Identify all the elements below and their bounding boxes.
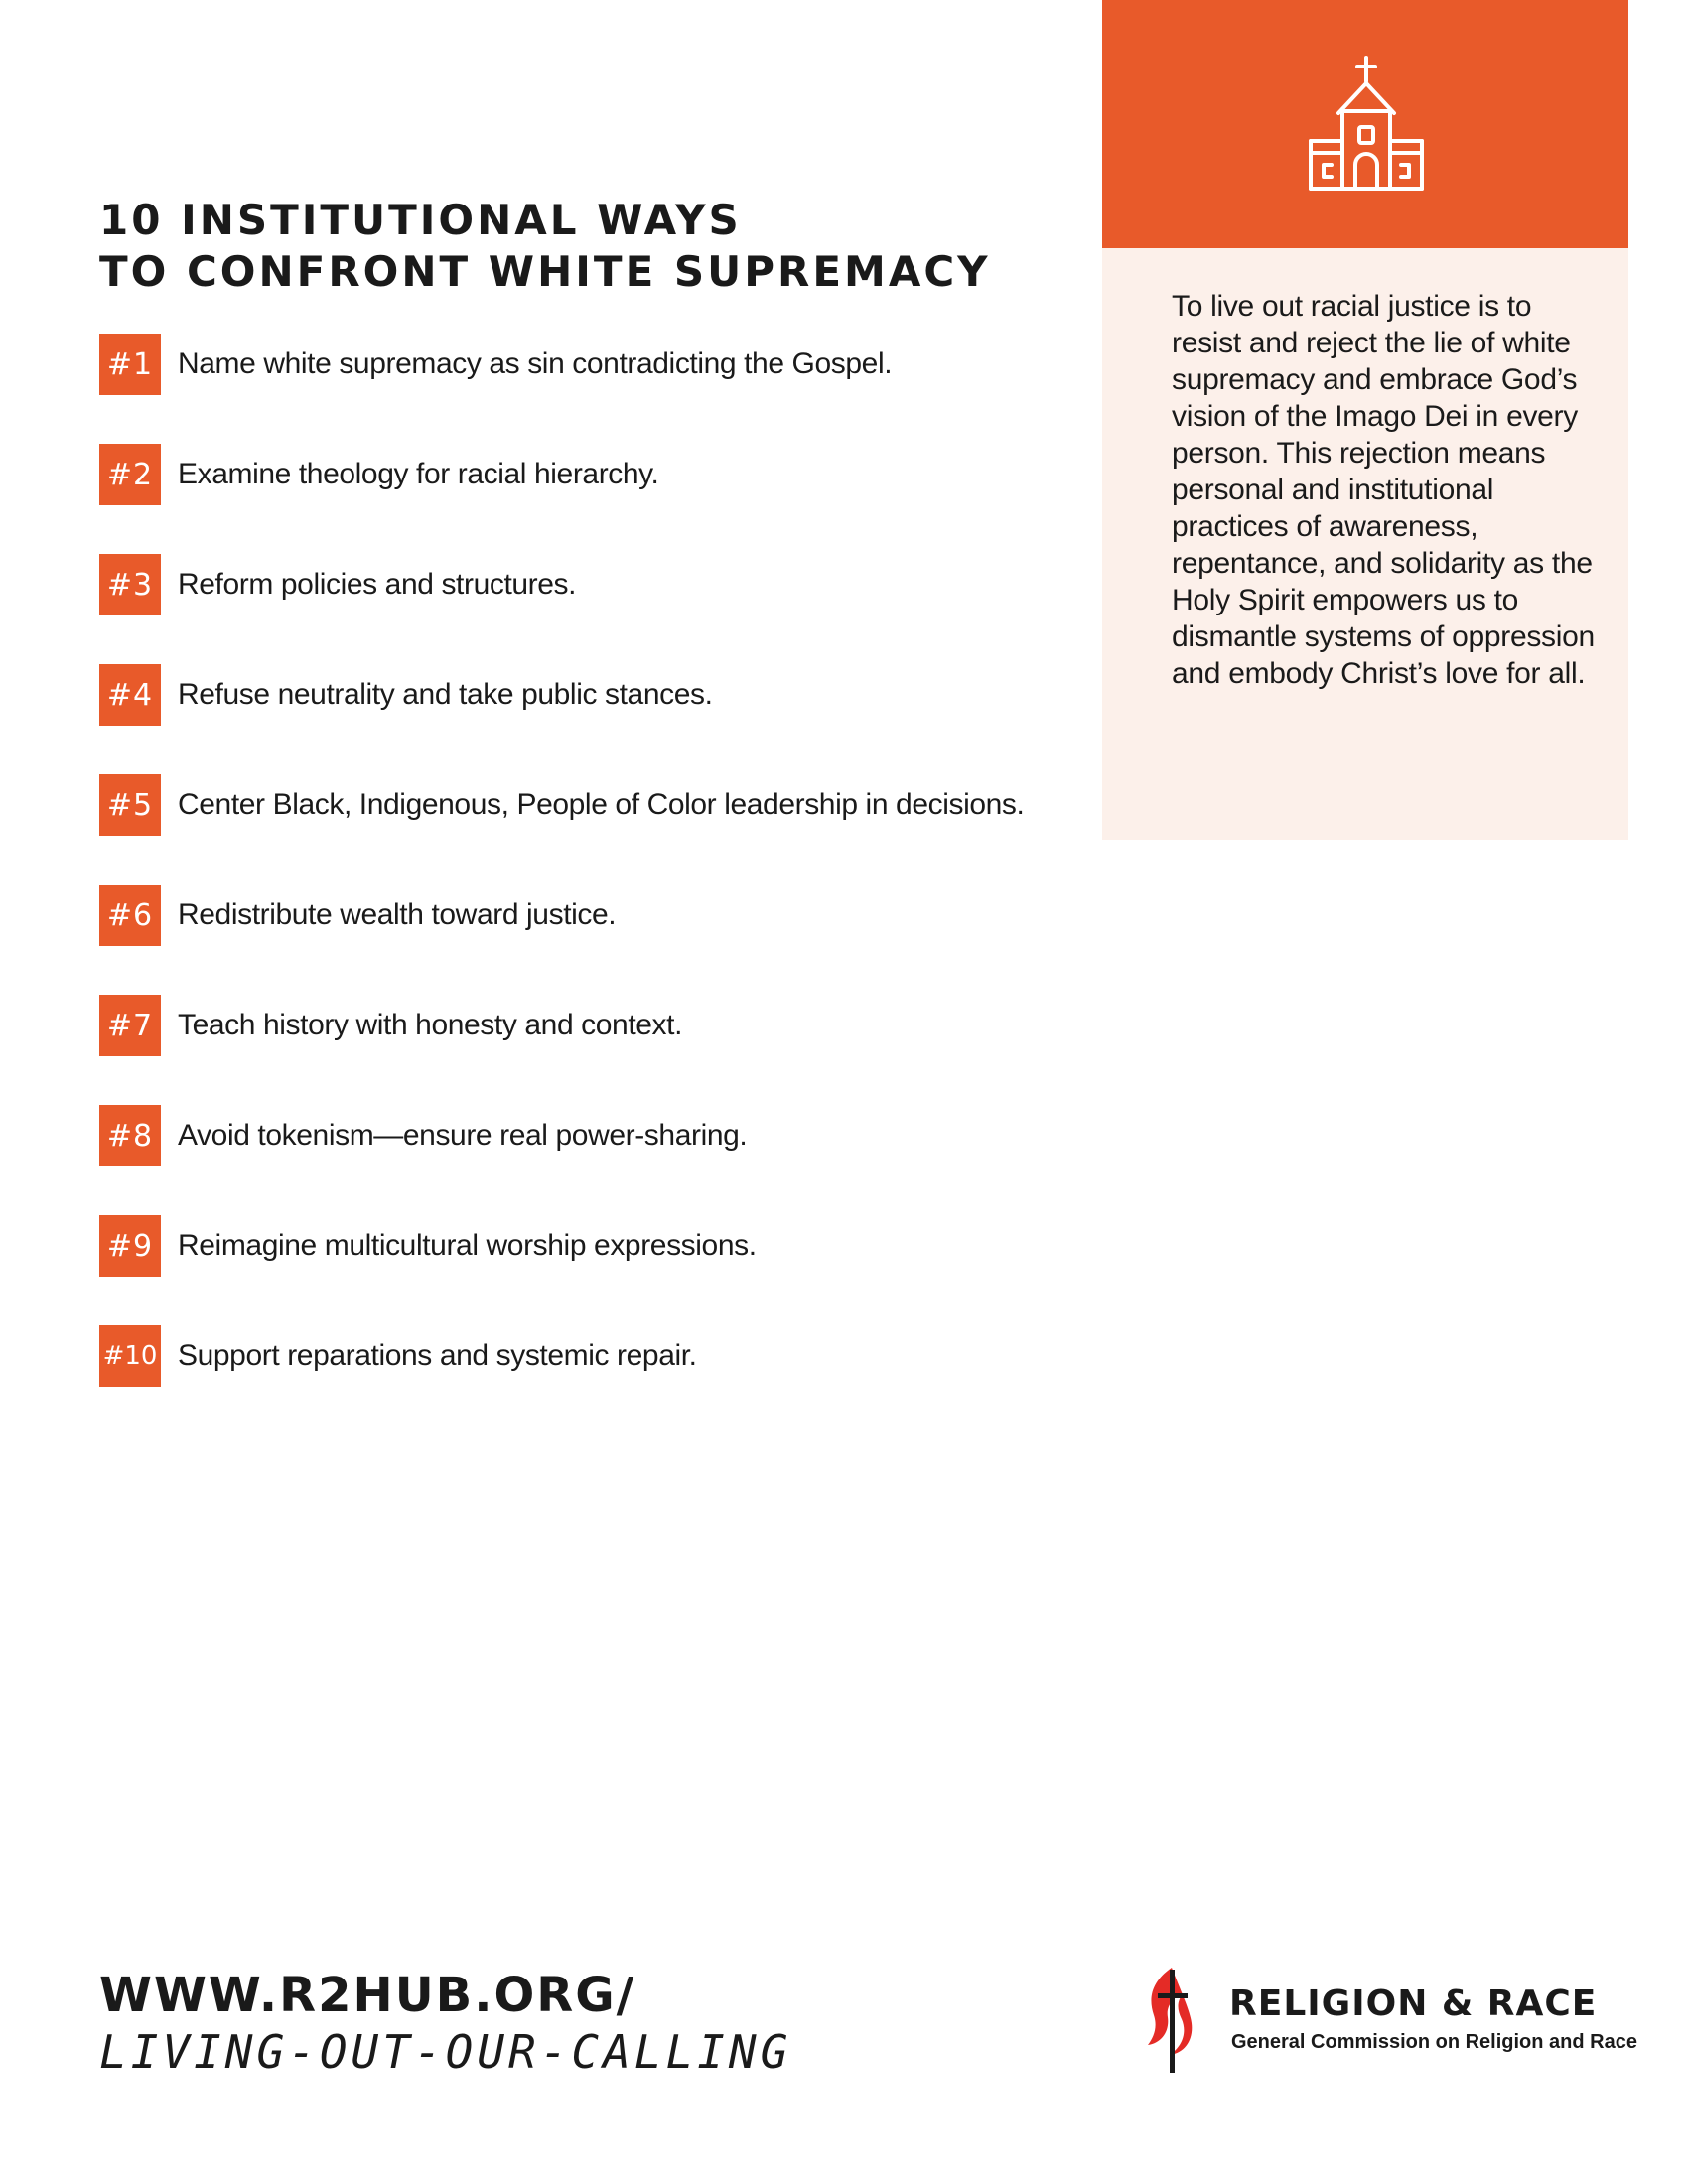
list-item-5 bbox=[99, 774, 1092, 836]
logo-subtitle: General Commission on Religion and Race bbox=[1231, 2031, 1637, 2053]
list-item-10 bbox=[99, 1325, 1092, 1387]
number-badge: #8 bbox=[99, 1105, 161, 1166]
number-badge: #7 bbox=[99, 995, 161, 1056]
number-badge: #5 bbox=[99, 774, 161, 836]
list-item-text: Name white supremacy as sin contradicting the Gospel. bbox=[178, 347, 893, 380]
logo-title: RELIGION & RACE bbox=[1229, 1983, 1598, 2024]
number-badge: #10 bbox=[99, 1325, 161, 1387]
list-item-6 bbox=[99, 885, 1092, 946]
list-item-8 bbox=[99, 1105, 1092, 1166]
number-badge: #2 bbox=[99, 444, 161, 505]
sidebar-header bbox=[1102, 0, 1628, 248]
organization-logo bbox=[1142, 1964, 1637, 2083]
list-item-2 bbox=[99, 444, 1092, 505]
page-title-line-1: 10 INSTITUTIONAL WAYS bbox=[99, 196, 742, 244]
number-badge: #6 bbox=[99, 885, 161, 946]
list-item-text: Support reparations and systemic repair. bbox=[178, 1339, 697, 1372]
footer-url[interactable]: WWW.R2HUB.ORG/ bbox=[99, 1968, 636, 2023]
number-badge: #3 bbox=[99, 554, 161, 615]
list-item-3 bbox=[99, 554, 1092, 615]
list-item-4 bbox=[99, 664, 1092, 726]
list-item-1 bbox=[99, 334, 1092, 395]
page-title bbox=[99, 195, 1043, 298]
list-item-text: Reform policies and structures. bbox=[178, 568, 577, 601]
church-icon bbox=[1306, 54, 1427, 193]
list-item-text: Reimagine multicultural worship expressions. bbox=[178, 1229, 757, 1262]
number-badge: #1 bbox=[99, 334, 161, 395]
list-item-text: Refuse neutrality and take public stances. bbox=[178, 678, 713, 711]
list-item-9 bbox=[99, 1215, 1092, 1277]
list-item-text: Examine theology for racial hierarchy. bbox=[178, 458, 659, 490]
list-item-text: Redistribute wealth toward justice. bbox=[178, 898, 617, 931]
page-title-line-2: TO CONFRONT WHITE SUPREMACY bbox=[99, 247, 991, 296]
number-badge: #4 bbox=[99, 664, 161, 726]
sidebar-text: To live out racial justice is to resist and reject the lie of white supremacy and embrace God’s vision of the Imago Dei in every person. This rejection means personal and institutional practices of awareness, repentance, and solidarity as the Holy Spirit empowers us to dismantle systems of oppression and embody Christ’s love for all. bbox=[1172, 290, 1595, 690]
list-item-text: Center Black, Indigenous, People of Color leadership in decisions. bbox=[178, 788, 1025, 821]
number-badge: #9 bbox=[99, 1215, 161, 1277]
footer-url-path[interactable]: LIVING-OUT-OUR-CALLING bbox=[99, 2025, 792, 2079]
cross-and-flame-icon bbox=[1142, 1964, 1201, 2078]
list-item-text: Avoid tokenism—ensure real power-sharing. bbox=[178, 1119, 748, 1152]
list-item-text: Teach history with honesty and context. bbox=[178, 1009, 683, 1041]
list-item-7 bbox=[99, 995, 1092, 1056]
sidebar-panel bbox=[1102, 248, 1628, 840]
